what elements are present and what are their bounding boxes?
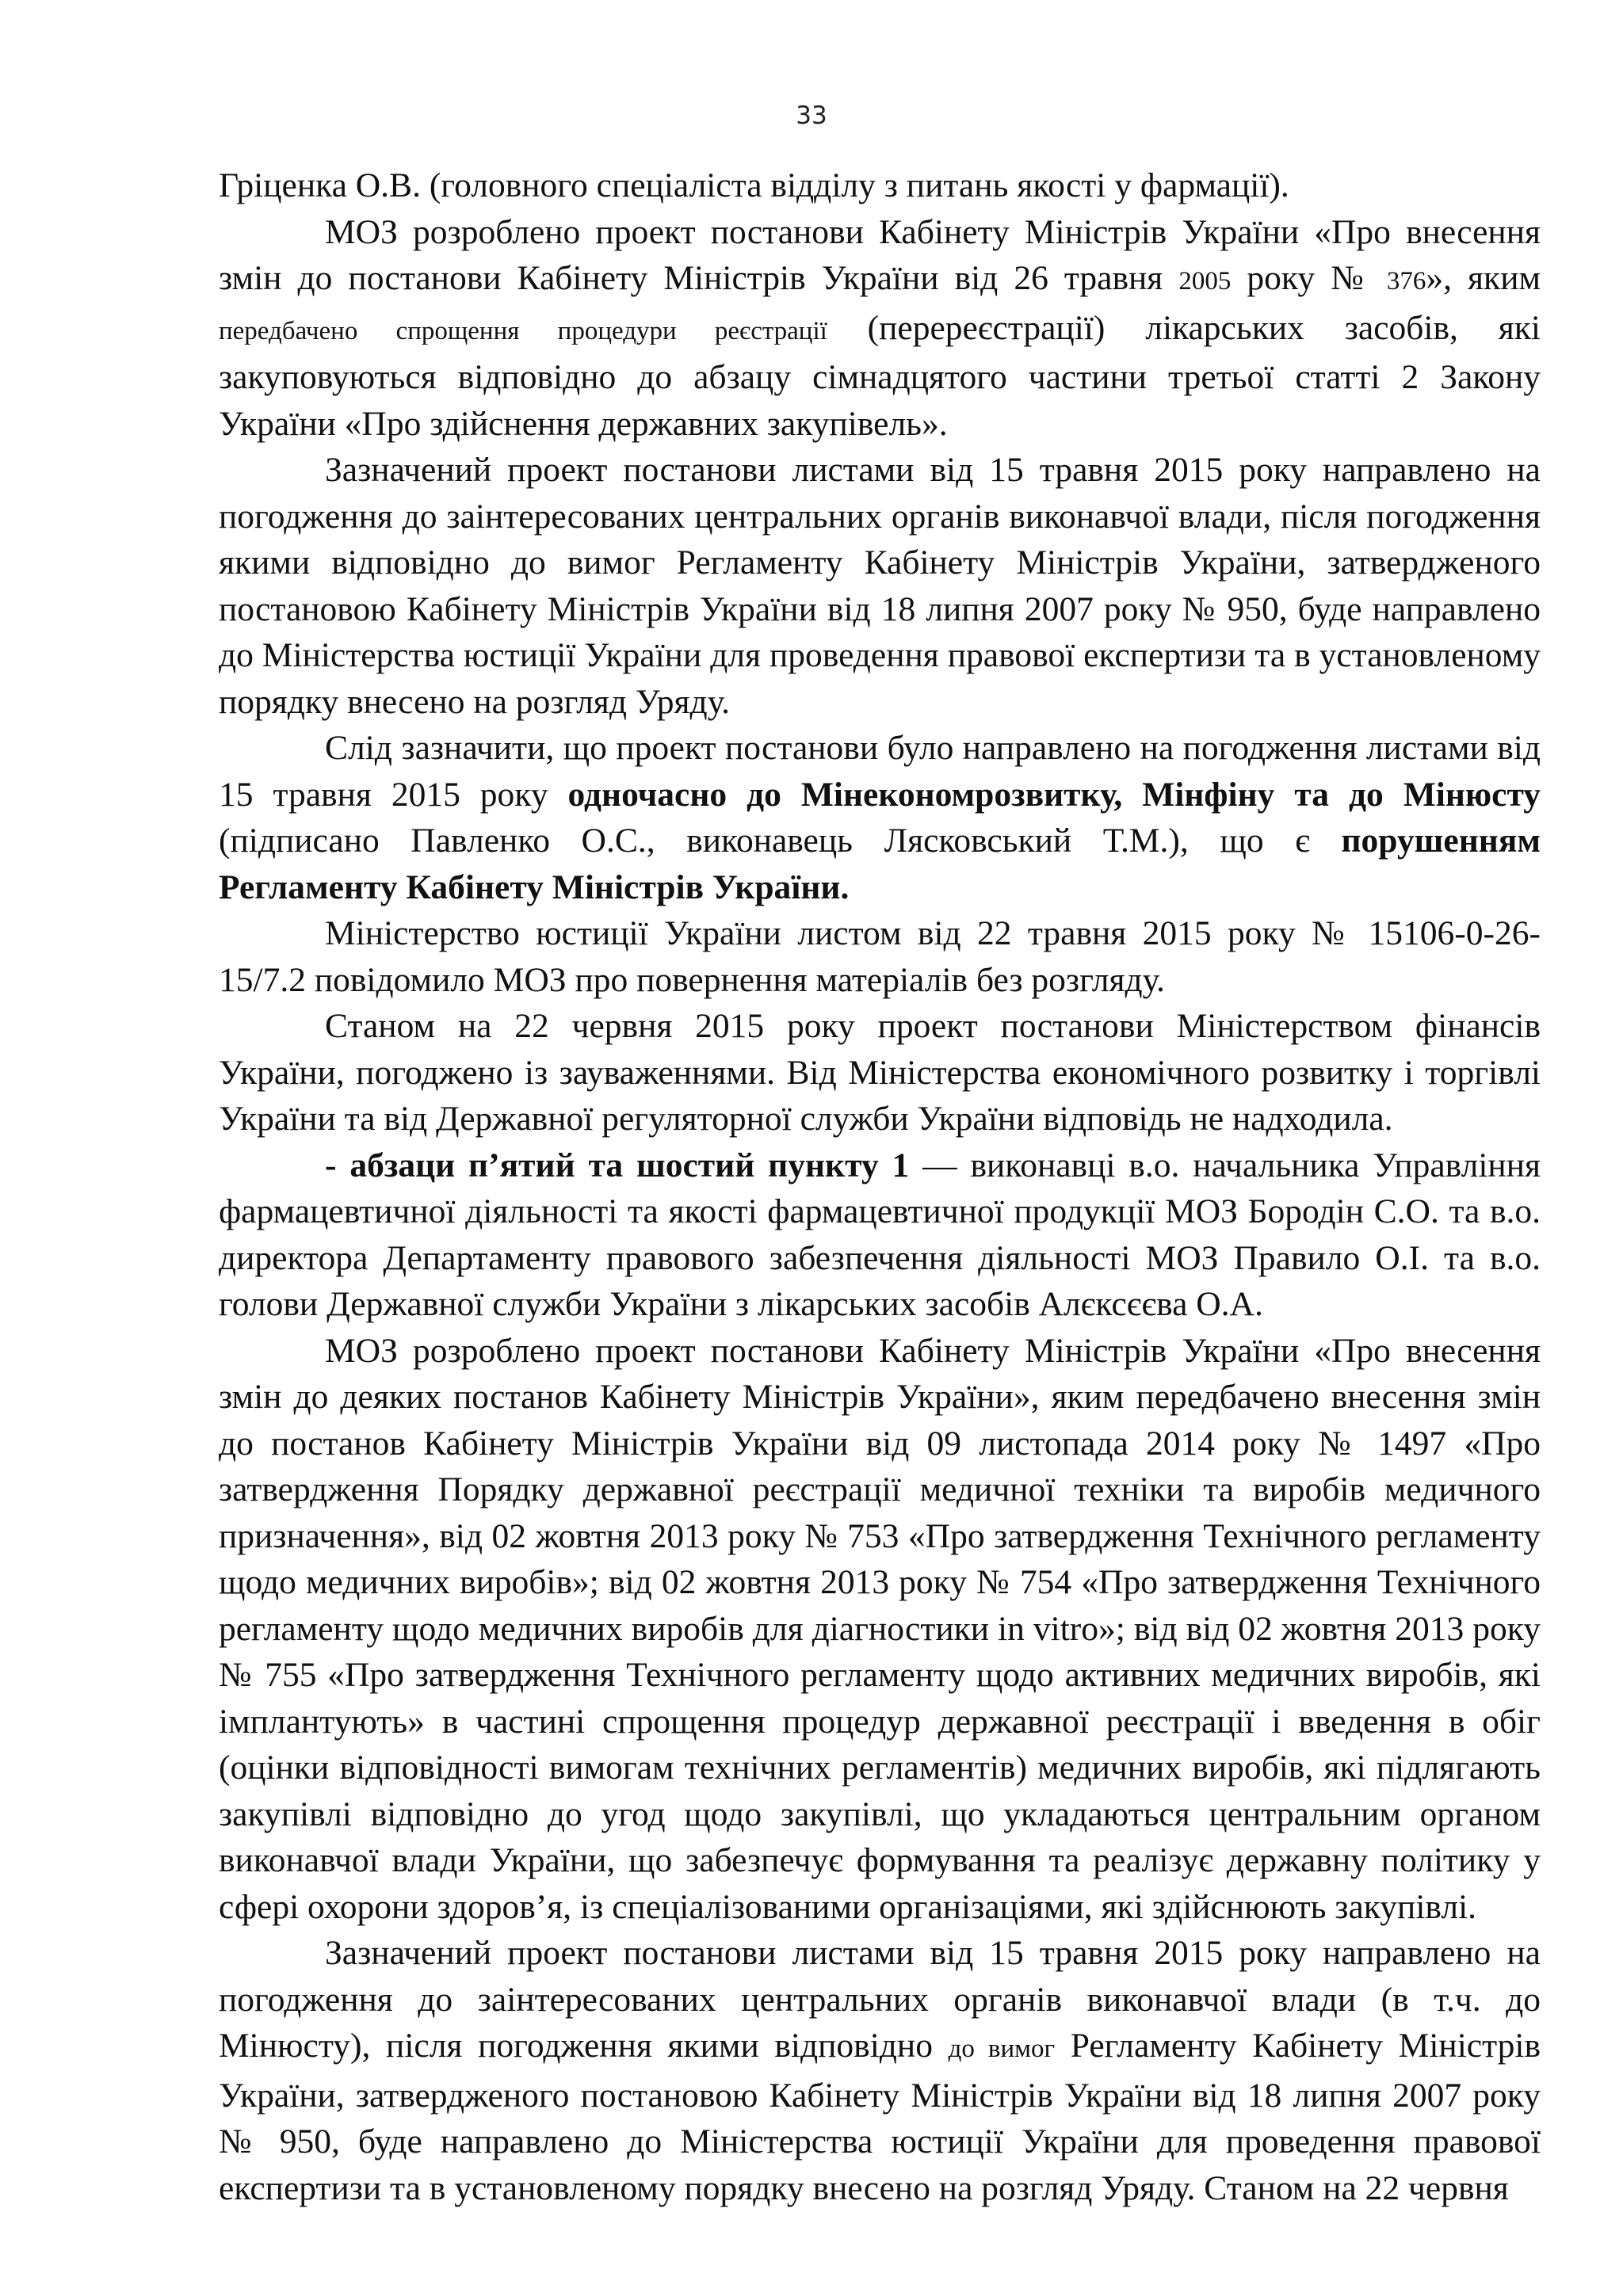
text-run: до вимог [948,2035,1056,2063]
text-run: — виконавці в.о. начальника Управління фармацевтичної діяльності та якості фармацевтичної продукції МОЗ Бородін С.О. та в.о. директора Департаменту правового забезпечення діяльності МОЗ Правило О.І. та в.о. голови Державної служби України з лікарських засобів Алєксєєва О.А. [219,1146,1541,1323]
bold-text-run: порушенням Регламенту Кабінету Міністрів України. [219,822,1541,906]
bold-text-run: одночасно до Мінекономрозвитку, Мінфіну та до Мінюсту [567,775,1541,814]
paragraph [219,447,1541,725]
bold-text-run: - абзаци п’ятий та шостий пункту 1 [325,1146,910,1184]
paragraph [219,1142,1541,1328]
document-body [219,162,1541,2211]
paragraph [219,1930,1541,2211]
text-run: Гріценка О.В. (головного спеціаліста відділу з питань якості у фармації). [219,166,1289,204]
text-run: Міністерство юстиції України листом від 22 травня 2015 року № 15106-0-26-15/7.2 повідомило МОЗ про повернення матеріалів без розгляду. [219,914,1541,999]
page-number: 33 [796,101,827,130]
text-run: (перереєстрації) лікарських засобів, які закуповуються відповідно до абзацу сімнадцятого частини третьої статті 2 Закону України «Про здійснення державних закупівель». [219,308,1541,443]
text-run: », яким [1426,259,1541,297]
text-run: МОЗ розроблено проект постанови Кабінету Міністрів України «Про внесення змін до постанови Кабінету Міністрів України від 26 травня [219,212,1541,297]
paragraph [219,725,1541,910]
text-run: 376 [1386,267,1426,296]
paragraph [219,209,1541,448]
text-run: Слід зазначити, що проект постанови було направлено на погодження листами від 15 травня 2015 року [219,729,1541,814]
paragraph [219,1328,1541,1931]
text-run: Станом на 22 червня 2015 року проект постанови Міністерством фінансів України, погоджено із зауваженнями. Від Міністерства економічного розвитку і торгівлі України та від Державної регуляторної служби України відповідь не надходила. [219,1007,1541,1138]
paragraph [219,162,1541,209]
text-run: 2005 [1178,267,1232,296]
text-run: (підписано Павленко О.С., виконавець Лясковський Т.М.), що є [219,822,1342,860]
paragraph [219,910,1541,1003]
text-run: Зазначений проект постанови листами від 15 травня 2015 року направлено на погодження до заінтересованих центральних органів виконавчої влади, після погодження якими відповідно до вимог Регламенту Кабінету Міністрів України, затвердженого постановою Кабінету Міністрів України від 18 липня 2007 року № 950, буде направлено до Міністерства юстиції України для проведення правової експертизи та в установленому порядку внесено на розгляд Уряду. [219,451,1541,721]
text-run: МОЗ розроблено проект постанови Кабінету Міністрів України «Про внесення змін до деяких постанов Кабінету Міністрів України», яким передбачено внесення змін до постанов Кабінету Міністрів України від 09 листопада 2014 року № 1497 «Про затвердження Порядку державної реєстрації медичної техніки та виробів медичного призначення», від 02 жовтня 2013 року № 753 «Про затвердження Технічного регламенту щодо медичних виробів»; від 02 жовтня 2013 року № 754 «Про затвердження Технічного регламенту щодо медичних виробів для діагностики in vitro»; від від 02 жовтня 2013 року № 755 «Про затвердження Технічного регламенту щодо активних медичних виробів, які імплантують» в частині спрощення процедур державної реєстрації і введення в обіг (оцінки відповідності вимогам технічних регламентів) медичних виробів, які підлягають закупівлі відповідно до угод щодо закупівлі, що укладаються центральним органом виконавчої влади України, що забезпечує формування та реалізує державну політику у сфері охорони здоров’я, із спеціалізованими організаціями, які здійснюють закупівлі. [219,1331,1541,1926]
paragraph [219,1003,1541,1142]
text-run: Зазначений проект постанови листами від 15 травня 2015 року направлено на погодження до заінтересованих центральних органів виконавчої влади (в т.ч. до Мінюсту), після погодження якими відповідно [219,1934,1541,2065]
text-run: передбачено спрощення процедури реєстрації [219,316,827,345]
text-run: Регламенту Кабінету Міністрів України, затвердженого постановою Кабінету Міністрів України від 18 липня 2007 року № 950, буде направлено до Міністерства юстиції України для проведення правової експертизи та в установленому порядку внесено на розгляд Уряду. Станом на 22 червня [219,2027,1541,2207]
text-run: року № [1231,259,1387,297]
